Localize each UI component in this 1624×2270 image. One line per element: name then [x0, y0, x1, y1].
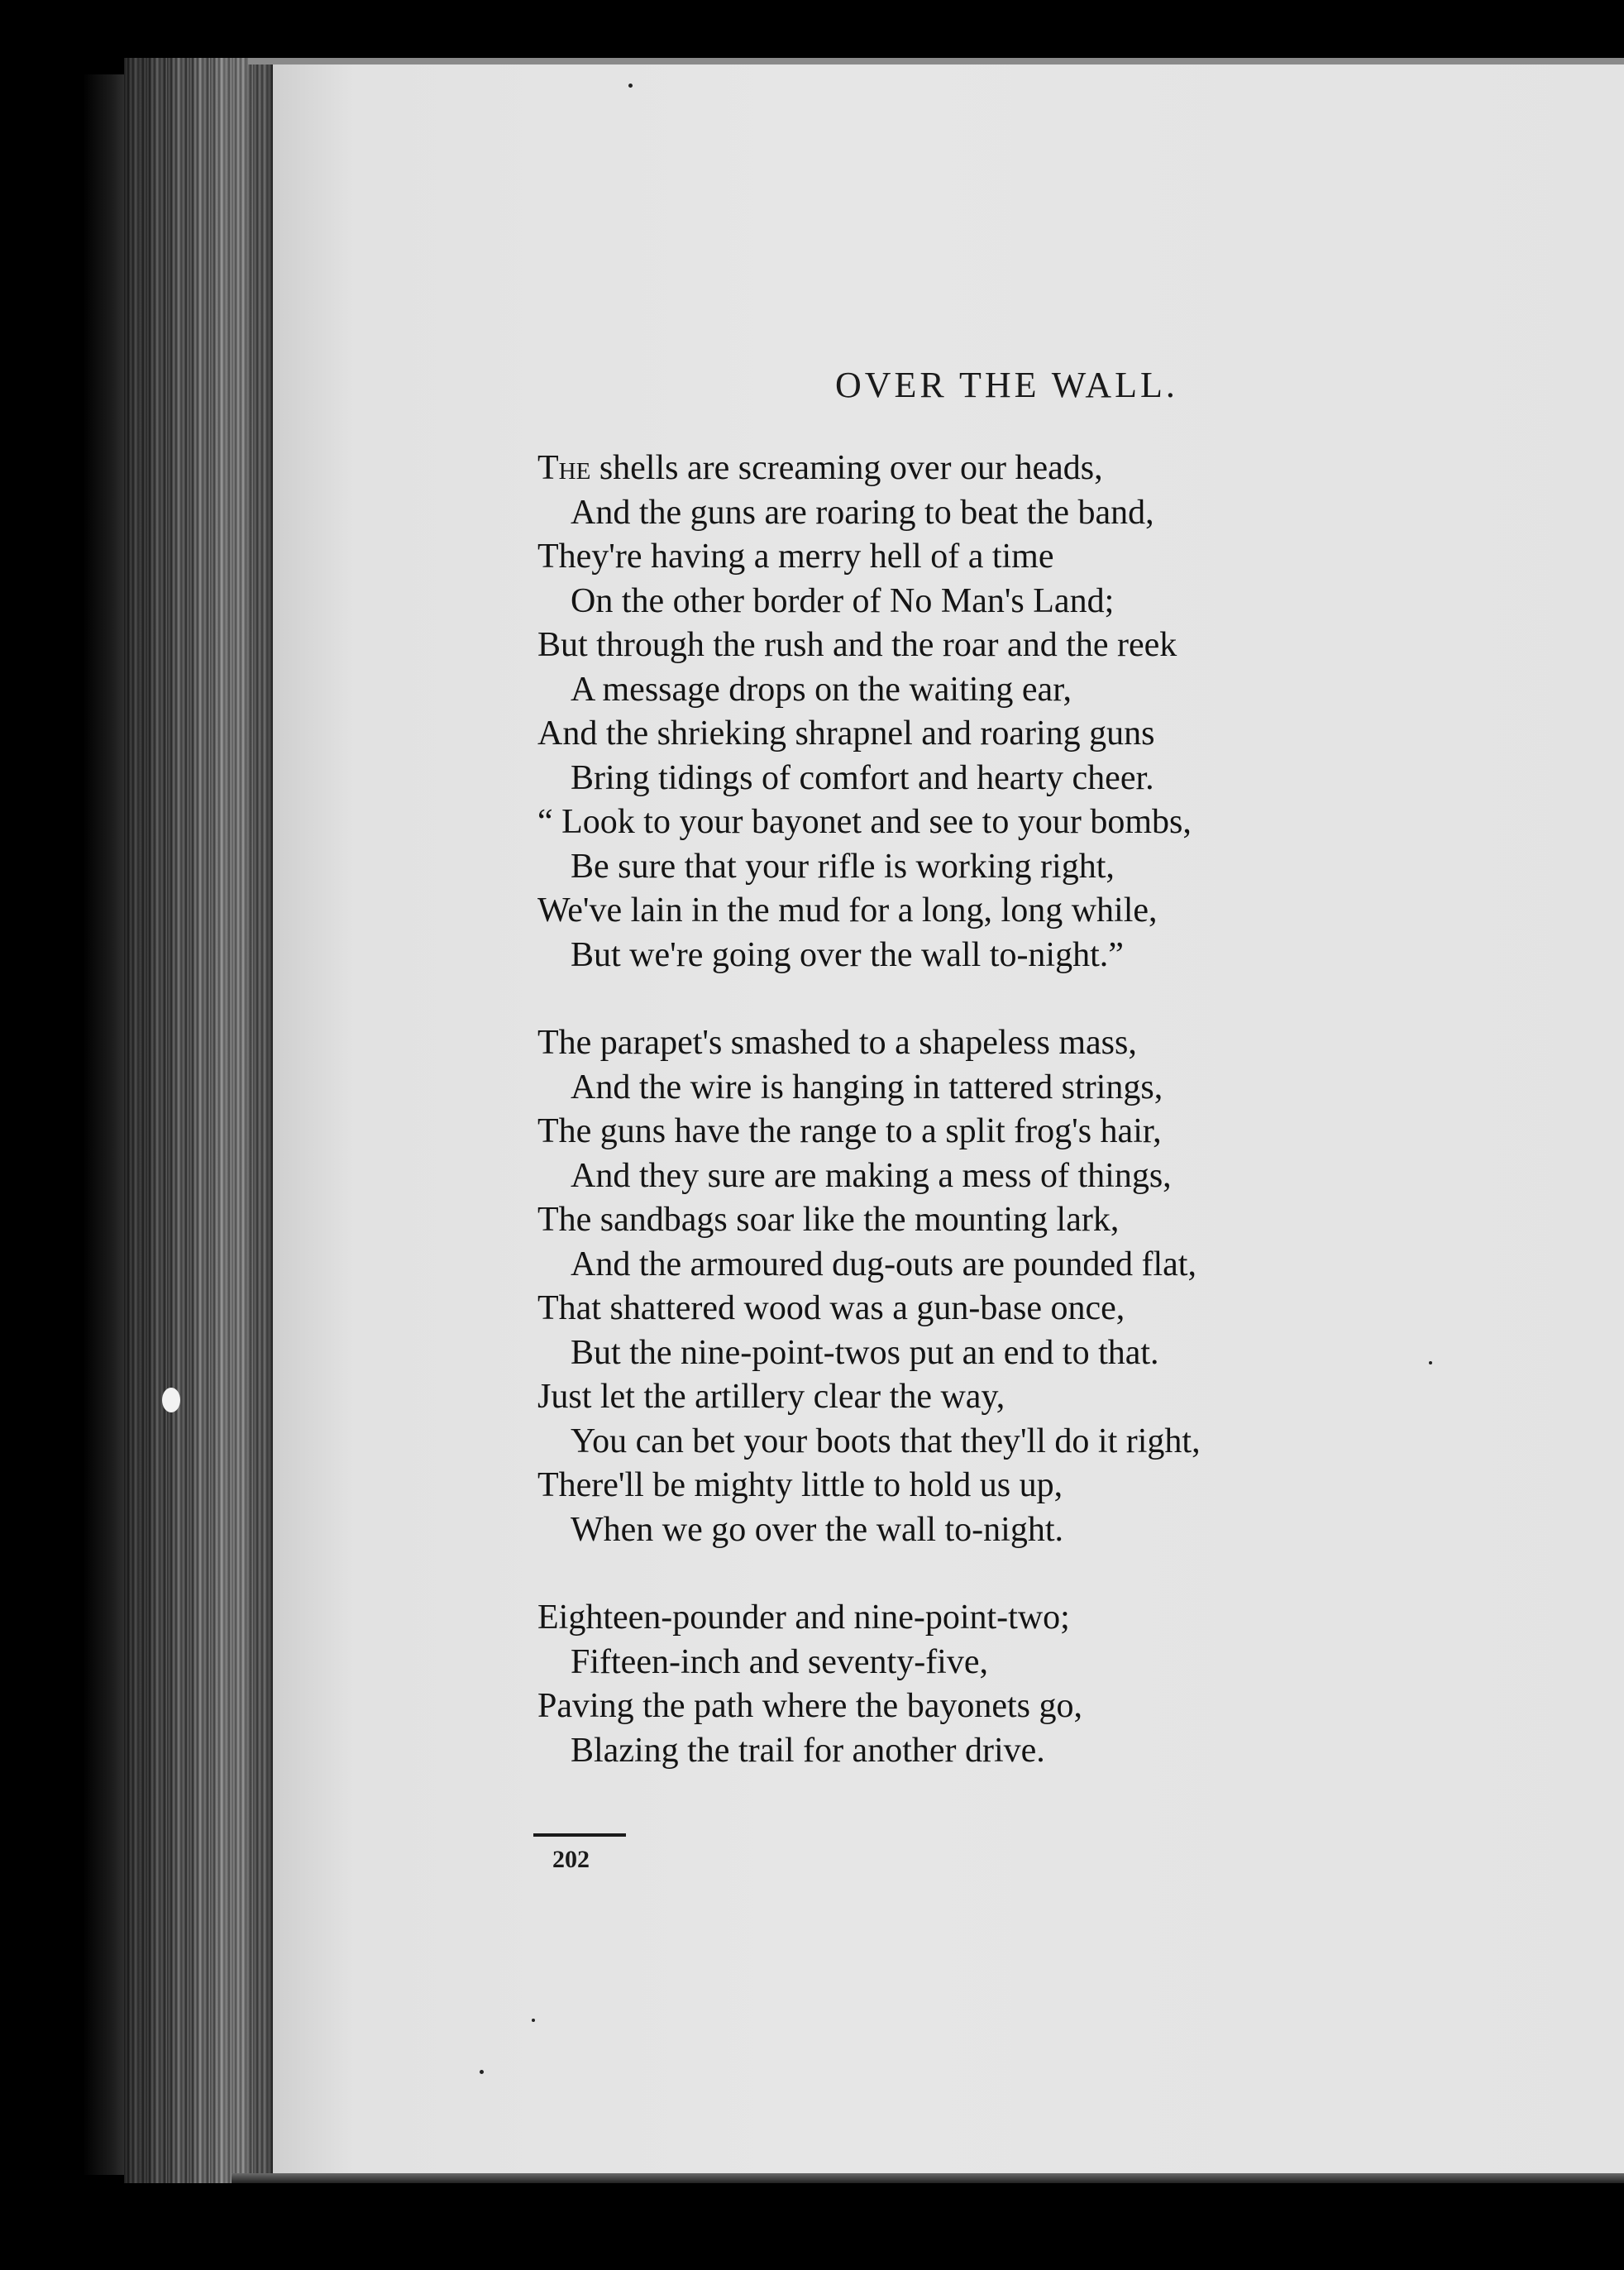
poem-opening-word: The — [537, 449, 591, 487]
poem-line: And the armoured dug-outs are pounded flat, — [571, 1245, 1197, 1283]
scan-blemish — [162, 1388, 180, 1412]
poem-line: But the nine-point-twos put an end to that. — [571, 1333, 1159, 1372]
poem-line: They're having a merry hell of a time — [537, 538, 1054, 576]
poem-line: On the other border of No Man's Land; — [571, 581, 1115, 620]
poem-title: OVER THE WALL. — [835, 365, 1178, 405]
poem-body — [537, 447, 1530, 1773]
scan-bottom-border — [0, 2183, 1624, 2270]
page-top-edge — [248, 58, 1624, 65]
ink-speck — [532, 2019, 535, 2022]
poem-line — [537, 447, 1530, 491]
poem-line: And the shrieking shrapnel and roaring guns — [537, 714, 1155, 753]
poem-line: And they sure are making a mess of things, — [571, 1156, 1172, 1195]
poem-line-text: shells are screaming over our heads, — [590, 449, 1103, 487]
poem-line: Just let the artillery clear the way, — [537, 1378, 1005, 1416]
ink-speck — [480, 2070, 484, 2074]
poem-line: Bring tidings of comfort and hearty cheer. — [571, 758, 1154, 797]
poem-line: The guns have the range to a split frog's hair, — [537, 1112, 1162, 1150]
page-bottom-edge — [232, 2173, 1624, 2183]
stanza — [537, 447, 1530, 977]
page-number: 202 — [552, 1846, 590, 1873]
poem-line: There'll be mighty little to hold us up, — [537, 1466, 1063, 1504]
poem-line: “ Look to your bayonet and see to your bombs, — [537, 803, 1192, 841]
poem-line: That shattered wood was a gun-base once, — [537, 1289, 1125, 1327]
poem-line: The sandbags soar like the mounting lark, — [537, 1201, 1120, 1239]
poem-line: Eighteen-pounder and nine-point-two; — [537, 1599, 1070, 1637]
poem-line: A message drops on the waiting ear, — [571, 670, 1072, 709]
stanza — [537, 1596, 1530, 1773]
poem-line: Be sure that your rifle is working right, — [571, 847, 1115, 886]
poem-line: But through the rush and the roar and the reek — [537, 626, 1177, 664]
ink-speck — [628, 84, 633, 88]
page-number-rule — [533, 1833, 626, 1837]
poem-line: When we go over the wall to-night. — [571, 1510, 1063, 1549]
scan-top-border — [0, 0, 1624, 58]
stanza — [537, 1021, 1530, 1552]
poem-line: But we're going over the wall to-night.” — [571, 935, 1124, 974]
poem-line: And the guns are roaring to beat the band, — [571, 493, 1154, 532]
poem-line: We've lain in the mud for a long, long while, — [537, 891, 1158, 930]
poem-line: And the wire is hanging in tattered strings, — [571, 1068, 1163, 1106]
poem-line: Blazing the trail for another drive. — [571, 1731, 1045, 1770]
poem-line: Paving the path where the bayonets go, — [537, 1687, 1082, 1725]
poem-line: You can bet your boots that they'll do it right, — [571, 1422, 1201, 1460]
poem-line: The parapet's smashed to a shapeless mass, — [537, 1024, 1137, 1062]
poem-line: Fifteen-inch and seventy-five, — [571, 1642, 988, 1681]
book-page-edges-shading — [124, 58, 273, 2183]
